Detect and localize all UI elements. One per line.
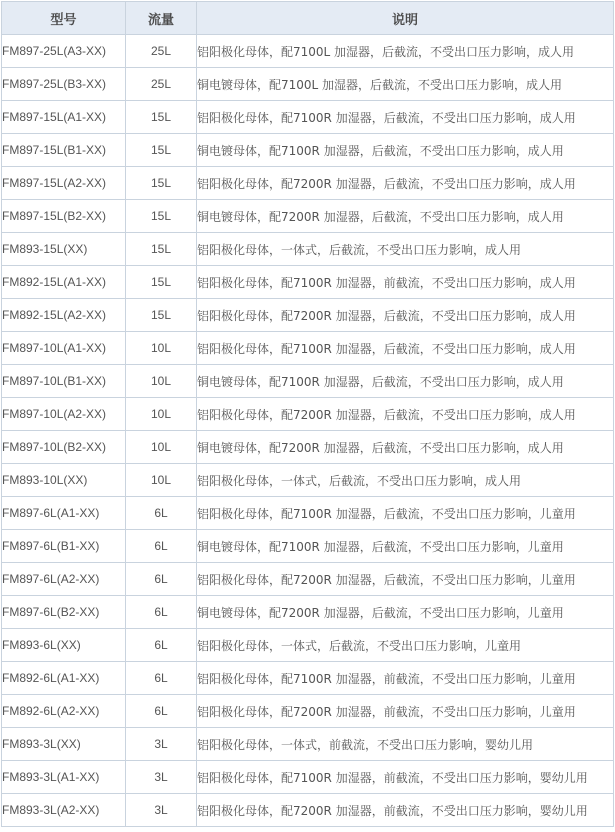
description-cell: 铜电镀母体，配7200R 加湿器，后截流，不受出口压力影响，成人用 — [197, 431, 614, 464]
flow-cell: 15L — [126, 299, 197, 332]
table-row — [2, 266, 614, 299]
table-row — [2, 563, 614, 596]
flow-cell: 3L — [126, 794, 197, 827]
table-row — [2, 200, 614, 233]
model-cell: FM892-15L(A2-XX) — [2, 299, 126, 332]
flow-cell: 10L — [126, 398, 197, 431]
description-cell: 铜电镀母体，配7100R 加湿器，后截流，不受出口压力影响，成人用 — [197, 134, 614, 167]
description-cell: 铝阳极化母体，配7200R 加湿器，后截流，不受出口压力影响，成人用 — [197, 398, 614, 431]
description-cell: 铝阳极化母体，配7100R 加湿器，前截流，不受出口压力影响，儿童用 — [197, 662, 614, 695]
table-row — [2, 332, 614, 365]
description-cell: 铝阳极化母体，配7200R 加湿器，后截流，不受出口压力影响，儿童用 — [197, 563, 614, 596]
flow-cell: 10L — [126, 332, 197, 365]
model-cell: FM893-15L(XX) — [2, 233, 126, 266]
model-cell: FM897-10L(A1-XX) — [2, 332, 126, 365]
description-cell: 铝阳极化母体，配7100R 加湿器，后截流，不受出口压力影响，儿童用 — [197, 497, 614, 530]
header-model: 型号 — [2, 2, 126, 35]
model-cell: FM897-6L(A1-XX) — [2, 497, 126, 530]
description-cell: 铝阳极化母体，配7200R 加湿器，后截流，不受出口压力影响，成人用 — [197, 299, 614, 332]
description-cell: 铜电镀母体，配7100L 加湿器，后截流，不受出口压力影响，成人用 — [197, 68, 614, 101]
model-cell: FM897-10L(B1-XX) — [2, 365, 126, 398]
description-cell: 铝阳极化母体，配7100R 加湿器，前截流，不受出口压力影响，婴幼儿用 — [197, 761, 614, 794]
model-cell: FM897-25L(B3-XX) — [2, 68, 126, 101]
table-row — [2, 431, 614, 464]
description-cell: 铝阳极化母体，配7200R 加湿器，后截流，不受出口压力影响，成人用 — [197, 167, 614, 200]
description-cell: 铝阳极化母体，一体式，后截流，不受出口压力影响，成人用 — [197, 233, 614, 266]
table-row — [2, 167, 614, 200]
header-flow: 流量 — [126, 2, 197, 35]
flow-cell: 15L — [126, 200, 197, 233]
flow-cell: 3L — [126, 761, 197, 794]
description-cell: 铝阳极化母体，配7100R 加湿器，后截流，不受出口压力影响，成人用 — [197, 101, 614, 134]
table-body — [2, 35, 614, 827]
model-cell: FM897-15L(B2-XX) — [2, 200, 126, 233]
flow-cell: 10L — [126, 464, 197, 497]
model-cell: FM892-15L(A1-XX) — [2, 266, 126, 299]
spec-table — [1, 1, 614, 827]
model-cell: FM897-25L(A3-XX) — [2, 35, 126, 68]
model-cell: FM892-6L(A2-XX) — [2, 695, 126, 728]
description-cell: 铜电镀母体，配7200R 加湿器，后截流，不受出口压力影响，儿童用 — [197, 596, 614, 629]
flow-cell: 6L — [126, 695, 197, 728]
model-cell: FM897-10L(A2-XX) — [2, 398, 126, 431]
flow-cell: 10L — [126, 431, 197, 464]
flow-cell: 6L — [126, 629, 197, 662]
model-cell: FM897-15L(A1-XX) — [2, 101, 126, 134]
table-row — [2, 398, 614, 431]
description-cell: 铜电镀母体，配7100R 加湿器，后截流，不受出口压力影响，成人用 — [197, 365, 614, 398]
table-row — [2, 794, 614, 827]
table-row — [2, 233, 614, 266]
description-cell: 铝阳极化母体，配7100R 加湿器，后截流，不受出口压力影响，成人用 — [197, 332, 614, 365]
description-cell: 铝阳极化母体，一体式，后截流，不受出口压力影响，成人用 — [197, 464, 614, 497]
table-row — [2, 68, 614, 101]
flow-cell: 15L — [126, 167, 197, 200]
table-row — [2, 464, 614, 497]
model-cell: FM893-10L(XX) — [2, 464, 126, 497]
table-row — [2, 497, 614, 530]
flow-cell: 25L — [126, 35, 197, 68]
description-cell: 铝阳极化母体，配7200R 加湿器，前截流，不受出口压力影响，婴幼儿用 — [197, 794, 614, 827]
table-row — [2, 761, 614, 794]
model-cell: FM897-15L(B1-XX) — [2, 134, 126, 167]
table-row — [2, 365, 614, 398]
table-row — [2, 530, 614, 563]
flow-cell: 15L — [126, 233, 197, 266]
model-cell: FM893-6L(XX) — [2, 629, 126, 662]
table-row — [2, 728, 614, 761]
model-cell: FM897-10L(B2-XX) — [2, 431, 126, 464]
flow-cell: 6L — [126, 497, 197, 530]
flow-cell: 6L — [126, 563, 197, 596]
flow-cell: 10L — [126, 365, 197, 398]
model-cell: FM892-6L(A1-XX) — [2, 662, 126, 695]
flow-cell: 6L — [126, 662, 197, 695]
table-row — [2, 134, 614, 167]
description-cell: 铝阳极化母体，配7100R 加湿器，前截流，不受出口压力影响，成人用 — [197, 266, 614, 299]
table-row — [2, 695, 614, 728]
flow-cell: 15L — [126, 134, 197, 167]
model-cell: FM893-3L(A1-XX) — [2, 761, 126, 794]
description-cell: 铝阳极化母体，配7200R 加湿器，前截流，不受出口压力影响，儿童用 — [197, 695, 614, 728]
header-desc: 说明 — [197, 2, 614, 35]
model-cell: FM897-6L(B1-XX) — [2, 530, 126, 563]
model-cell: FM893-3L(A2-XX) — [2, 794, 126, 827]
table-row — [2, 629, 614, 662]
model-cell: FM897-15L(A2-XX) — [2, 167, 126, 200]
description-cell: 铝阳极化母体，一体式，后截流，不受出口压力影响，儿童用 — [197, 629, 614, 662]
table-row — [2, 596, 614, 629]
header-row — [2, 2, 614, 35]
flow-cell: 6L — [126, 596, 197, 629]
model-cell: FM893-3L(XX) — [2, 728, 126, 761]
description-cell: 铜电镀母体，配7100R 加湿器，后截流，不受出口压力影响，儿童用 — [197, 530, 614, 563]
description-cell: 铝阳极化母体，一体式，前截流，不受出口压力影响，婴幼儿用 — [197, 728, 614, 761]
table-row — [2, 662, 614, 695]
flow-cell: 15L — [126, 101, 197, 134]
table-row — [2, 299, 614, 332]
description-cell: 铝阳极化母体，配7100L 加湿器，后截流，不受出口压力影响，成人用 — [197, 35, 614, 68]
model-cell: FM897-6L(A2-XX) — [2, 563, 126, 596]
table-header — [2, 2, 614, 35]
table-row — [2, 35, 614, 68]
flow-cell: 15L — [126, 266, 197, 299]
flow-cell: 25L — [126, 68, 197, 101]
model-cell: FM897-6L(B2-XX) — [2, 596, 126, 629]
table-row — [2, 101, 614, 134]
flow-cell: 3L — [126, 728, 197, 761]
flow-cell: 6L — [126, 530, 197, 563]
description-cell: 铜电镀母体，配7200R 加湿器，后截流，不受出口压力影响，成人用 — [197, 200, 614, 233]
